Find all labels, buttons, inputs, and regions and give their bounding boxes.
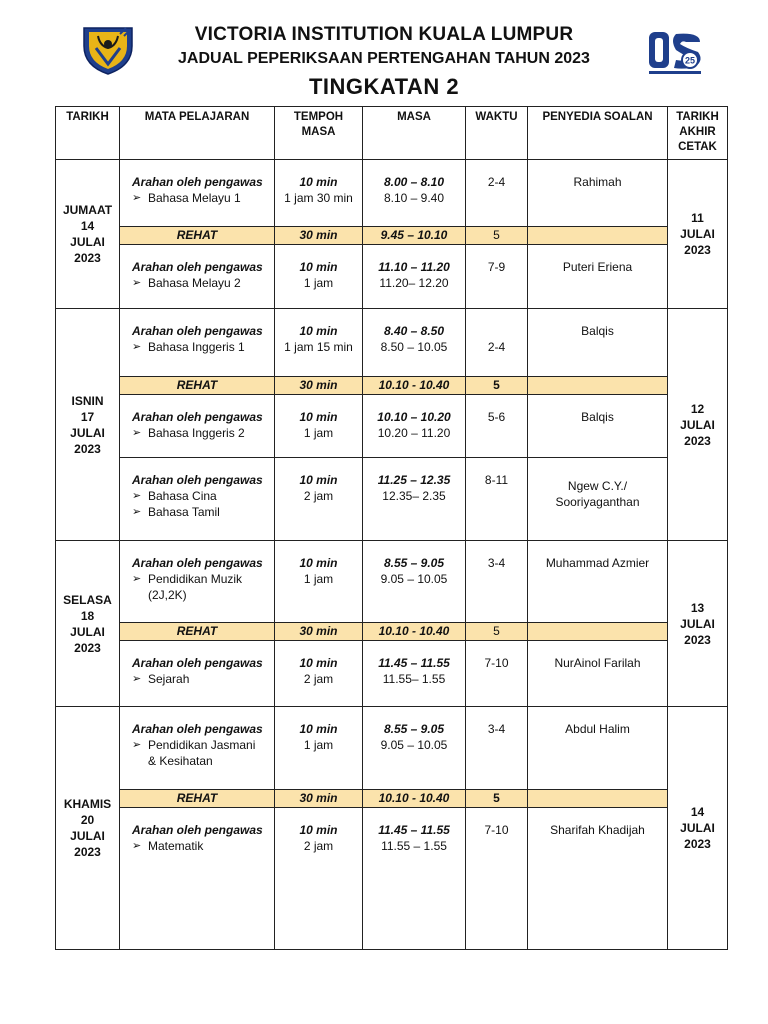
time-cell: 10.10 – 10.20 10.20 – 11.20 bbox=[363, 395, 466, 458]
table-row bbox=[56, 395, 728, 458]
break-provider-empty bbox=[528, 377, 668, 395]
break-row bbox=[56, 623, 728, 641]
time-cell: 8.55 – 9.05 9.05 – 10.05 bbox=[363, 541, 466, 623]
provider-cell: NurAinol Farilah bbox=[528, 641, 668, 707]
break-row bbox=[56, 377, 728, 395]
table-row bbox=[56, 309, 728, 377]
exam-title: JADUAL PEPERIKSAAN PERTENGAHAN TAHUN 2023 bbox=[178, 50, 590, 67]
subject-cell: Arahan oleh pengawas ➢ Pendidikan Muzik (2J,2K) bbox=[120, 541, 275, 623]
break-time: 10.10 - 10.40 bbox=[363, 377, 466, 395]
duration-cell: 10 min 1 jam bbox=[275, 541, 363, 623]
table-row bbox=[56, 458, 728, 541]
subject-cell: Arahan oleh pengawas ➢ Bahasa Inggeris 1 bbox=[120, 309, 275, 377]
provider-cell: Muhammad Azmier bbox=[528, 541, 668, 623]
print-deadline-cell: 13 JULAI 2023 bbox=[668, 541, 728, 707]
col-header-tempoh-masa: TEMPOH MASA bbox=[275, 107, 363, 160]
col-header-penyedia-soalan: PENYEDIA SOALAN bbox=[528, 107, 668, 160]
subject-cell: Arahan oleh pengawas ➢ Bahasa Melayu 2 bbox=[120, 245, 275, 309]
date-cell: SELASA 18 JULAI 2023 bbox=[56, 541, 120, 707]
table-header-row bbox=[56, 107, 728, 160]
table-row bbox=[56, 641, 728, 707]
period-cell: 7-10 bbox=[466, 808, 528, 950]
period-cell: 3-4 bbox=[466, 707, 528, 790]
time-cell: 11.10 – 11.20 11.20– 12.20 bbox=[363, 245, 466, 309]
time-cell: 11.45 – 11.55 11.55 – 1.55 bbox=[363, 808, 466, 950]
time-cell: 8.55 – 9.05 9.05 – 10.05 bbox=[363, 707, 466, 790]
provider-cell: Sharifah Khadijah bbox=[528, 808, 668, 950]
duration-cell: 10 min 2 jam bbox=[275, 808, 363, 950]
break-row bbox=[56, 227, 728, 245]
duration-cell: 10 min 1 jam 15 min bbox=[275, 309, 363, 377]
break-duration: 30 min bbox=[275, 790, 363, 808]
break-period: 5 bbox=[466, 623, 528, 641]
col-header-tarikh: TARIKH bbox=[56, 107, 120, 160]
time-cell: 11.45 – 11.55 11.55– 1.55 bbox=[363, 641, 466, 707]
period-cell: 7-9 bbox=[466, 245, 528, 309]
break-duration: 30 min bbox=[275, 377, 363, 395]
break-label: REHAT bbox=[120, 227, 275, 245]
break-label: REHAT bbox=[120, 790, 275, 808]
break-provider-empty bbox=[528, 790, 668, 808]
col-header-tarikh-akhir-cetak: TARIKH AKHIR CETAK bbox=[668, 107, 728, 160]
duration-cell: 10 min 1 jam bbox=[275, 395, 363, 458]
form-title: TINGKATAN 2 bbox=[308, 74, 460, 99]
subject-cell: Arahan oleh pengawas ➢ Bahasa Inggeris 2 bbox=[120, 395, 275, 458]
provider-cell: Ngew C.Y./ Sooriyaganthan bbox=[528, 458, 668, 541]
col-header-masa: MASA bbox=[363, 107, 466, 160]
time-cell: 8.00 – 8.10 8.10 – 9.40 bbox=[363, 160, 466, 227]
table-row bbox=[56, 707, 728, 790]
school-name: VICTORIA INSTITUTION KUALA LUMPUR bbox=[194, 24, 574, 45]
subject-cell: Arahan oleh pengawas ➢ Sejarah bbox=[120, 641, 275, 707]
period-cell: 7-10 bbox=[466, 641, 528, 707]
provider-cell: Balqis bbox=[528, 395, 668, 458]
col-header-waktu: WAKTU bbox=[466, 107, 528, 160]
break-time: 9.45 – 10.10 bbox=[363, 227, 466, 245]
is-25-emblem-logo bbox=[646, 26, 704, 78]
break-label: REHAT bbox=[120, 377, 275, 395]
table-row bbox=[56, 160, 728, 227]
print-deadline-cell: 11 JULAI 2023 bbox=[668, 160, 728, 309]
time-cell: 11.25 – 12.35 12.35– 2.35 bbox=[363, 458, 466, 541]
break-row bbox=[56, 790, 728, 808]
break-period: 5 bbox=[466, 377, 528, 395]
break-duration: 30 min bbox=[275, 227, 363, 245]
break-time: 10.10 - 10.40 bbox=[363, 623, 466, 641]
break-time: 10.10 - 10.40 bbox=[363, 790, 466, 808]
duration-cell: 10 min 1 jam bbox=[275, 245, 363, 309]
provider-cell: Abdul Halim bbox=[528, 707, 668, 790]
duration-cell: 10 min 2 jam bbox=[275, 641, 363, 707]
col-header-mata-pelajaran: MATA PELAJARAN bbox=[120, 107, 275, 160]
period-cell: 5-6 bbox=[466, 395, 528, 458]
print-deadline-cell: 12 JULAI 2023 bbox=[668, 309, 728, 541]
table-row bbox=[56, 808, 728, 950]
subject-cell: Arahan oleh pengawas ➢ Bahasa Cina ➢ Bahasa Tamil bbox=[120, 458, 275, 541]
break-period: 5 bbox=[466, 227, 528, 245]
print-deadline-cell: 14 JULAI 2023 bbox=[668, 707, 728, 950]
duration-cell: 10 min 1 jam 30 min bbox=[275, 160, 363, 227]
page-header bbox=[0, 0, 768, 106]
subject-cell: Arahan oleh pengawas ➢ Matematik bbox=[120, 808, 275, 950]
period-cell: 3-4 bbox=[466, 541, 528, 623]
provider-cell: Balqis bbox=[528, 309, 668, 377]
duration-cell: 10 min 1 jam bbox=[275, 707, 363, 790]
subject-cell: Arahan oleh pengawas ➢ Pendidikan Jasmani & Kesihatan bbox=[120, 707, 275, 790]
svg-text:25: 25 bbox=[684, 55, 696, 66]
provider-cell: Rahimah bbox=[528, 160, 668, 227]
break-provider-empty bbox=[528, 623, 668, 641]
date-cell: ISNIN 17 JULAI 2023 bbox=[56, 309, 120, 541]
exam-schedule-table bbox=[55, 106, 728, 950]
break-period: 5 bbox=[466, 790, 528, 808]
date-cell: KHAMIS 20 JULAI 2023 bbox=[56, 707, 120, 950]
break-label: REHAT bbox=[120, 623, 275, 641]
date-cell: JUMAAT 14 JULAI 2023 bbox=[56, 160, 120, 309]
period-cell: 8-11 bbox=[466, 458, 528, 541]
break-provider-empty bbox=[528, 227, 668, 245]
duration-cell: 10 min 2 jam bbox=[275, 458, 363, 541]
break-duration: 30 min bbox=[275, 623, 363, 641]
subject-cell: Arahan oleh pengawas ➢ Bahasa Melayu 1 bbox=[120, 160, 275, 227]
provider-cell: Puteri Eriena bbox=[528, 245, 668, 309]
period-cell: 2-4 bbox=[466, 309, 528, 377]
table-row bbox=[56, 541, 728, 623]
period-cell: 2-4 bbox=[466, 160, 528, 227]
table-row bbox=[56, 245, 728, 309]
time-cell: 8.40 – 8.50 8.50 – 10.05 bbox=[363, 309, 466, 377]
